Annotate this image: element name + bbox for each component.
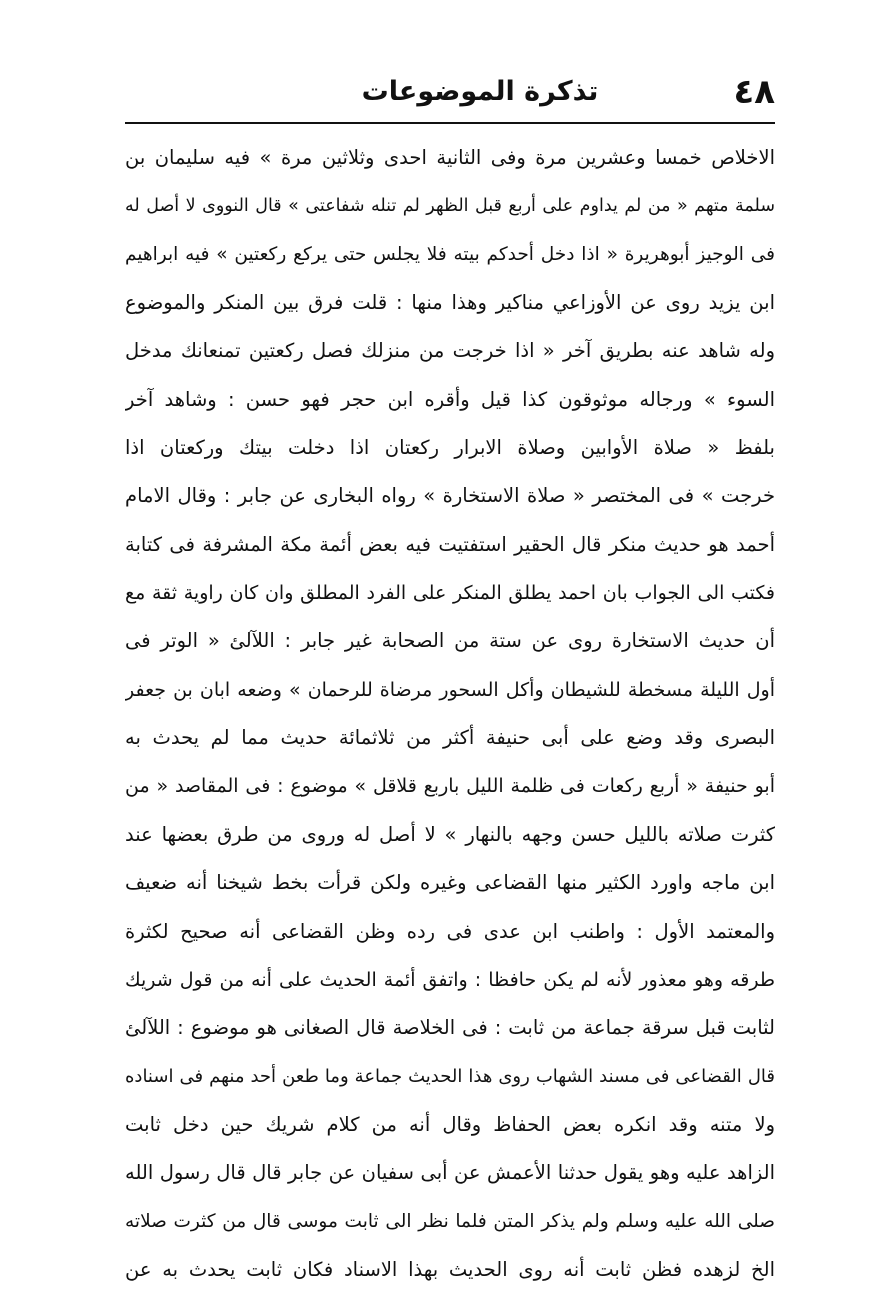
text-line: ابن ماجه واورد الكثير منها القضاعى وغيره ولكن قرأت بخط شيخنا أنه ضعيف	[125, 871, 775, 895]
text-line: لثابت قبل سرقة جماعة من ثابت : فى الخلاصة قال الصغانى هو موضوع : اللآلئ	[125, 1016, 775, 1040]
text-line: صلى الله عليه وسلم ولم يذكر المتن فلما نظر الى ثابت موسى قال من كثرت صلاته	[125, 1210, 775, 1232]
text-line: فكتب الى الجواب بان احمد يطلق المنكر على الفرد المطلق وان كان راوية ثقة مع	[125, 582, 775, 605]
text-line: والمعتمد الأول : واطنب ابن عدى فى رده وظن القضاعى أنه صحيح لكثرة	[125, 919, 775, 943]
text-line: الزاهد عليه وهو يقول حدثنا الأعمش عن أبى سفيان عن جابر قال قال رسول الله	[125, 1161, 775, 1185]
text-line: خرجت » فى المختصر « صلاة الاستخارة » رواه البخارى عن جابر : وقال الامام	[125, 484, 775, 508]
text-line: الخ لزهده فظن ثابت أنه روى الحديث بهذا الاسناد فكان ثابت يحدث به عن	[125, 1257, 775, 1281]
text-line: فى الوجيز أبوهريرة « اذا دخل أحدكم بيته فلا يجلس حتى يركع ركعتين » فيه ابراهيم	[125, 243, 775, 265]
text-line: طرقه وهو معذور لأنه لم يكن حافظا : واتفق أئمة الحديث على أنه من قول شريك	[125, 968, 775, 991]
text-line: أبو حنيفة « أربع ركعات فى ظلمة الليل باربع قلاقل » موضوع : فى المقاصد « من	[125, 775, 775, 798]
text-line: أحمد هو حديث منكر قال الحقير استفتيت فيه بعض أئمة مكة المشرفة فى كتابة	[125, 532, 775, 556]
text-line: البصرى وقد وضع على أبى حنيفة أكثر من ثلاثمائة حديث مما لم يحدث به	[125, 726, 775, 750]
text-line: أن حديث الاستخارة روى عن ستة من الصحابة غير جابر : اللآلئ « الوتر فى	[125, 629, 775, 653]
text-line: ابن يزيد روى عن الأوزاعي مناكير وهذا منها : قلت فرق بين المنكر والموضوع	[125, 291, 775, 315]
running-title: تذكرة الموضوعات	[361, 76, 599, 107]
header-rule	[125, 122, 775, 124]
text-line: كثرت صلاته بالليل حسن وجهه بالنهار » لا أصل له وروى من طرق بعضها عند	[125, 822, 775, 846]
text-line: ولا متنه وقد انكره بعض الحفاظ وقال أنه من كلام شريك حين دخل ثابت	[125, 1112, 775, 1136]
text-line: وله شاهد عنه بطريق آخر « اذا خرجت من منزلك فصل ركعتين تمنعانك مدخل	[125, 339, 775, 363]
text-line: بلفظ « صلاة الأوابين وصلاة الابرار ركعتان اذا دخلت بيتك وركعتان اذا	[125, 436, 775, 460]
text-line: قال القضاعى فى مسند الشهاب روى هذا الحديث جماعة وما طعن أحد منهم فى اسناده	[125, 1065, 775, 1087]
text-line: الاخلاص خمسا وعشرين مرة وفى الثانية احدى وثلاثين مرة » فيه سليمان بن	[125, 146, 775, 169]
text-line: أول الليلة مسخطة للشيطان وأكل السحور مرضاة للرحمان » وضعه ابان بن جعفر	[125, 678, 775, 701]
page-header	[125, 66, 775, 118]
body-text	[125, 134, 775, 1294]
page-number: ٤٨	[733, 72, 775, 112]
text-line: السوء » ورجاله موثوقون كذا قيل وأقره ابن حجر فهو حسن : وشاهد آخر	[125, 387, 775, 411]
text-line: سلمة متهم « من لم يداوم على أربع قبل الظهر لم تنله شفاعتى » قال النووى لا أصل له	[125, 196, 775, 217]
